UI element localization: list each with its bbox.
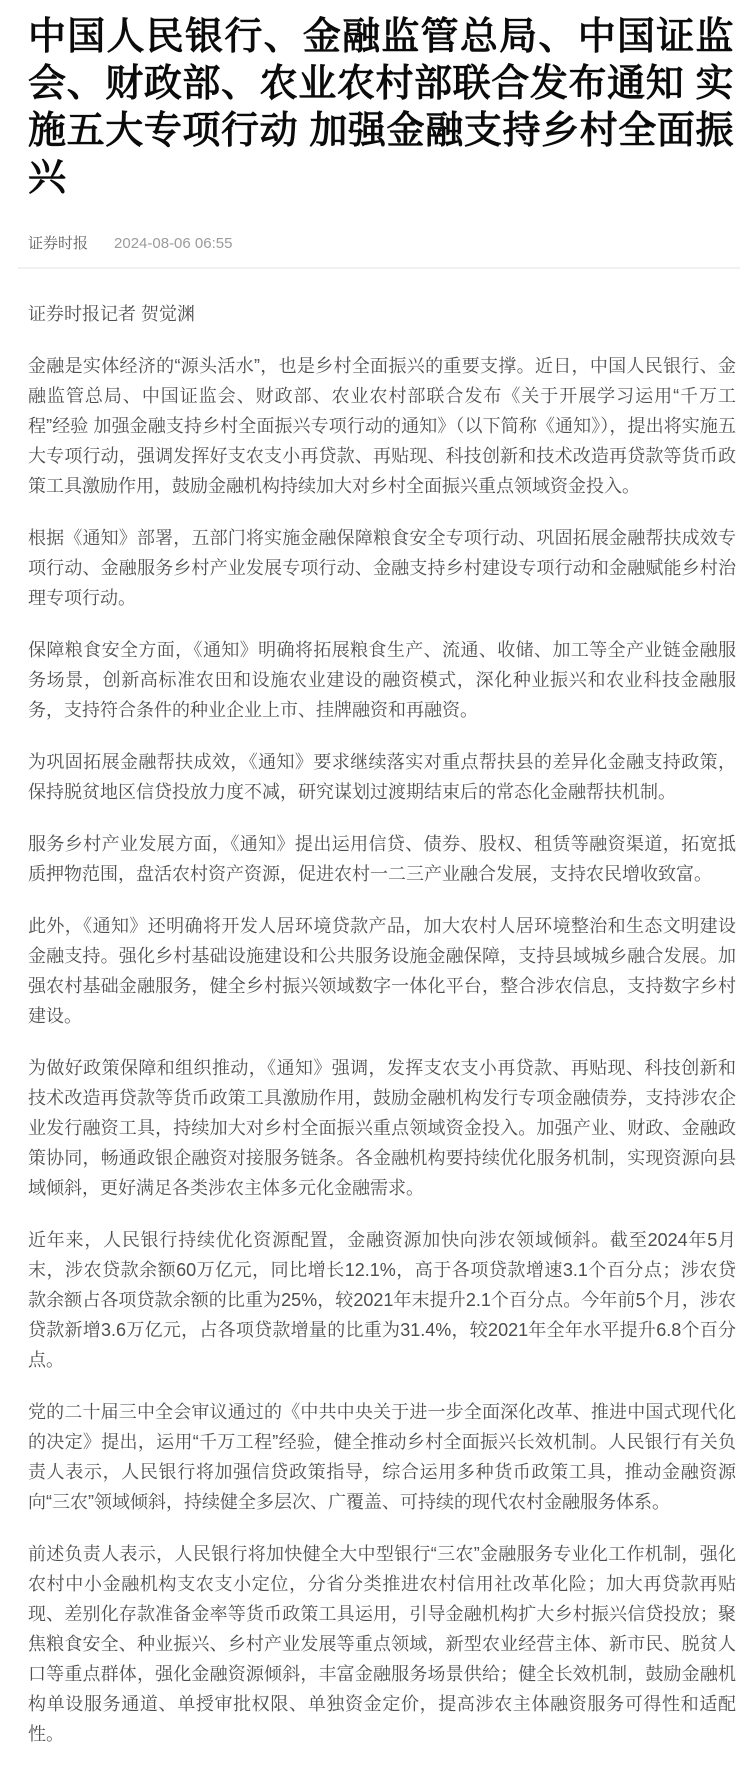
article-paragraph: 保障粮食安全方面，《通知》明确将拓展粮食生产、流通、收储、加工等全产业链金融服务场景，创新高标准农田和设施农业建设的融资模式，深化种业振兴和农业科技金融服务，支持符合条件的种业企业上市、挂牌融资和再融资。 <box>28 640 736 720</box>
divider <box>18 267 740 269</box>
article-paragraph: 前述负责人表示，人民银行将加快健全大中型银行“三农”金融服务专业化工作机制，强化农村中小金融机构支农支小定位，分省分类推进农村信用社改革化险；加大再贷款再贴现、差别化存款准备金率等货币政策工具运用，引导金融机构扩大乡村振兴信贷投放；聚焦粮食安全、种业振兴、乡村产业发展等重点领域，新型农业经营主体、新市民、脱贫人口等重点群体，强化金融资源倾斜，丰富金融服务场景供给；健全长效机制，鼓励金融机构单设服务通道、单授审批权限、单独资金定价，提高涉农主体融资服务可得性和适配性。 <box>28 1544 736 1744</box>
article-paragraph: 根据《通知》部署，五部门将实施金融保障粮食安全专项行动、巩固拓展金融帮扶成效专项行动、金融服务乡村产业发展专项行动、金融支持乡村建设专项行动和金融赋能乡村治理专项行动。 <box>28 528 736 608</box>
article-paragraph: 近年来，人民银行持续优化资源配置，金融资源加快向涉农领域倾斜。截至2024年5月末，涉农贷款余额60万亿元，同比增长12.1%，高于各项贷款增速3.1个百分点；涉农贷款余额占各项贷款余额的比重为25%，较2021年末提升2.1个百分点。今年前5个月，涉农贷款新增3.6万亿元，占各项贷款增量的比重为31.4%，较2021年全年水平提升6.8个百分点。 <box>28 1230 736 1370</box>
article-paragraph: 此外，《通知》还明确将开发人居环境贷款产品，加大农村人居环境整治和生态文明建设金融支持。强化乡村基础设施建设和公共服务设施金融保障，支持县域城乡融合发展。加强农村基础金融服务，健全乡村振兴领域数字一体化平台，整合涉农信息，支持数字乡村建设。 <box>28 916 736 1026</box>
article-source[interactable]: 证券时报 <box>28 235 89 252</box>
article-publish-time: 2024-08-06 06:55 <box>114 235 233 252</box>
article-paragraph: 为做好政策保障和组织推动，《通知》强调，发挥支农支小再贷款、再贴现、科技创新和技术改造再贷款等货币政策工具激励作用，鼓励金融机构发行专项金融债券，支持涉农企业发行融资工具，持续加大对乡村全面振兴重点领域资金投入。加强产业、财政、金融政策协同，畅通政银企融资对接服务链条。各金融机构要持续优化服务机制，实现资源向县域倾斜，更好满足各类涉农主体多元化金融需求。 <box>28 1058 736 1198</box>
article-paragraphs <box>28 351 736 1749</box>
article-paragraph: 服务乡村产业发展方面，《通知》提出运用信贷、债券、股权、租赁等融资渠道，拓宽抵质押物范围，盘活农村资产资源，促进农村一二三产业融合发展，支持农民增收致富。 <box>28 834 736 884</box>
article-meta <box>28 232 734 253</box>
article-byline: 证券时报记者 贺觉渊 <box>28 304 196 324</box>
article-body <box>28 299 736 1773</box>
article-title: 中国人民银行、金融监管总局、中国证监会、财政部、农业农村部联合发布通知 实施五大专项行动 加强金融支持乡村全面振兴 <box>28 16 734 199</box>
article-paragraph: 为巩固拓展金融帮扶成效，《通知》要求继续落实对重点帮扶县的差异化金融支持政策，保持脱贫地区信贷投放力度不减，研究谋划过渡期结束后的常态化金融帮扶机制。 <box>28 752 736 802</box>
article-paragraph: 金融是实体经济的“源头活水”，也是乡村全面振兴的重要支撑。近日，中国人民银行、金融监管总局、中国证监会、财政部、农业农村部联合发布《关于开展学习运用“千万工程”经验 加强金融支持乡村全面振兴专项行动的通知》（以下简称《通知》），提出将实施五大专项行动，强调发挥好支农支小再贷款、再贴现、科技创新和技术改造再贷款等货币政策工具激励作用，鼓励金融机构持续加大对乡村全面振兴重点领域资金投入。 <box>28 356 736 496</box>
article-paragraph: 党的二十届三中全会审议通过的《中共中央关于进一步全面深化改革、推进中国式现代化的决定》提出，运用“千万工程”经验，健全推动乡村全面振兴长效机制。人民银行有关负责人表示，人民银行将加强信贷政策指导，综合运用多种货币政策工具，推动金融资源向“三农”领域倾斜，持续健全多层次、广覆盖、可持续的现代农村金融服务体系。 <box>28 1402 736 1512</box>
